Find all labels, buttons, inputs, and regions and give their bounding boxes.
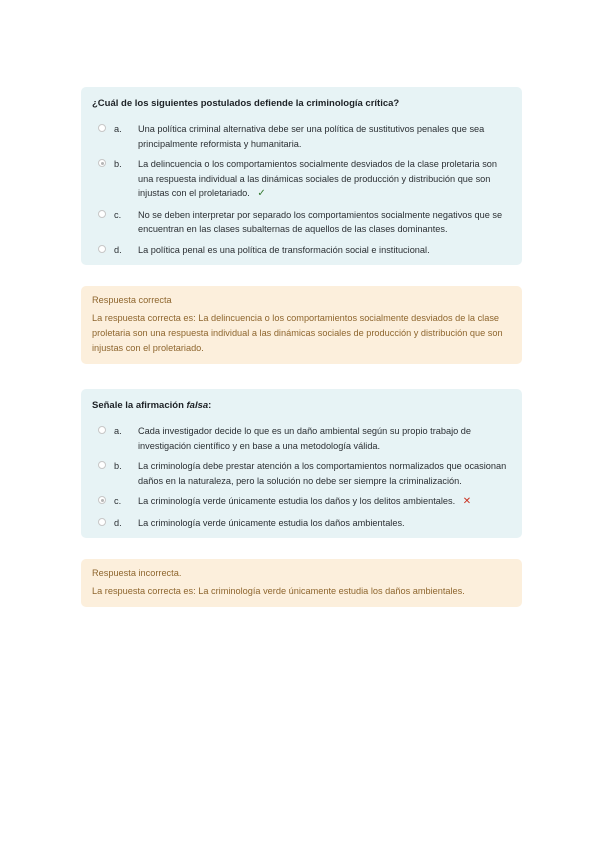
option-text: Una política criminal alternativa debe ser una política de sustitutivos penales que sea principalmente reformista y humanitaria. xyxy=(138,124,485,149)
question-1-options xyxy=(92,122,512,257)
radio-button[interactable] xyxy=(98,210,106,218)
prompt-emphasis: falsa xyxy=(186,400,209,411)
option-text: La criminología verde únicamente estudia los daños ambientales. xyxy=(138,517,405,528)
option-text: Cada investigador decide lo que es un daño ambiental según su propio trabajo de investigación científico y en base a una metodología válida. xyxy=(138,426,472,451)
question-1-feedback xyxy=(81,286,522,364)
question-1-option-b[interactable] xyxy=(92,157,512,202)
question-2-option-c[interactable] xyxy=(92,494,512,510)
radio-button[interactable] xyxy=(98,426,106,434)
feedback-title: Respuesta incorrecta. xyxy=(92,568,182,578)
option-text: La criminología verde únicamente estudia los daños y los delitos ambientales. xyxy=(138,496,456,506)
question-2-option-d[interactable] xyxy=(92,516,512,531)
option-letter: a. xyxy=(114,426,122,436)
radio-button[interactable] xyxy=(98,518,106,526)
cross-icon: ✕ xyxy=(462,496,472,507)
feedback-text: La respuesta correcta es: La delincuencia o los comportamientos socialmente desviados de la clase proletaria son una respuesta individual a las dinámicas sociales de producción y distribución que son injustas con el proletariado. xyxy=(92,313,503,353)
prompt-after: : xyxy=(208,400,212,411)
radio-button[interactable] xyxy=(98,124,106,132)
radio-button[interactable] xyxy=(98,461,106,469)
option-text: No se deben interpretar por separado los comportamientos socialmente negativos que se encuentran en las clases subalternas de aquellos de las clases dominantes. xyxy=(138,209,503,234)
option-text: La política penal es una política de transformación social e institucional. xyxy=(138,244,430,255)
option-letter: d. xyxy=(114,244,122,255)
question-2-option-a[interactable] xyxy=(92,424,512,453)
feedback-title: Respuesta correcta xyxy=(92,295,172,305)
option-letter: a. xyxy=(114,124,122,134)
option-text: La delincuencia o los comportamientos socialmente desviados de la clase proletaria son una respuesta individual a las dinámicas sociales de producción y distribución que son injustas con el proletariado. xyxy=(138,159,498,198)
check-icon: ✓ xyxy=(257,188,266,199)
question-1-option-c[interactable] xyxy=(92,208,512,237)
option-letter: d. xyxy=(114,517,122,528)
question-1-box xyxy=(81,87,522,265)
question-2-box xyxy=(81,389,522,538)
option-letter: c. xyxy=(114,209,122,220)
question-1-text: ¿Cuál de los siguientes postulados defiende la criminología crítica? xyxy=(92,98,400,109)
question-2-feedback xyxy=(81,559,522,607)
option-letter: b. xyxy=(114,159,122,169)
radio-button-selected[interactable] xyxy=(98,159,106,167)
question-2-options xyxy=(92,424,512,530)
prompt-before: Señale la afirmación xyxy=(92,400,187,411)
option-letter: c. xyxy=(114,496,122,506)
question-2-text xyxy=(92,399,512,412)
radio-button[interactable] xyxy=(98,245,106,253)
question-1-option-d[interactable] xyxy=(92,243,512,258)
option-text: La criminología debe prestar atención a los comportamientos normalizados que ocasionan daños en la naturaleza, pero la solución no debe ser siempre la criminalización. xyxy=(138,461,507,486)
option-letter: b. xyxy=(114,461,122,471)
radio-button-selected[interactable] xyxy=(98,496,106,504)
feedback-text: La respuesta correcta es: La criminología verde únicamente estudia los daños ambientales. xyxy=(92,586,465,596)
question-2-option-b[interactable] xyxy=(92,459,512,488)
question-1-option-a[interactable] xyxy=(92,122,512,151)
